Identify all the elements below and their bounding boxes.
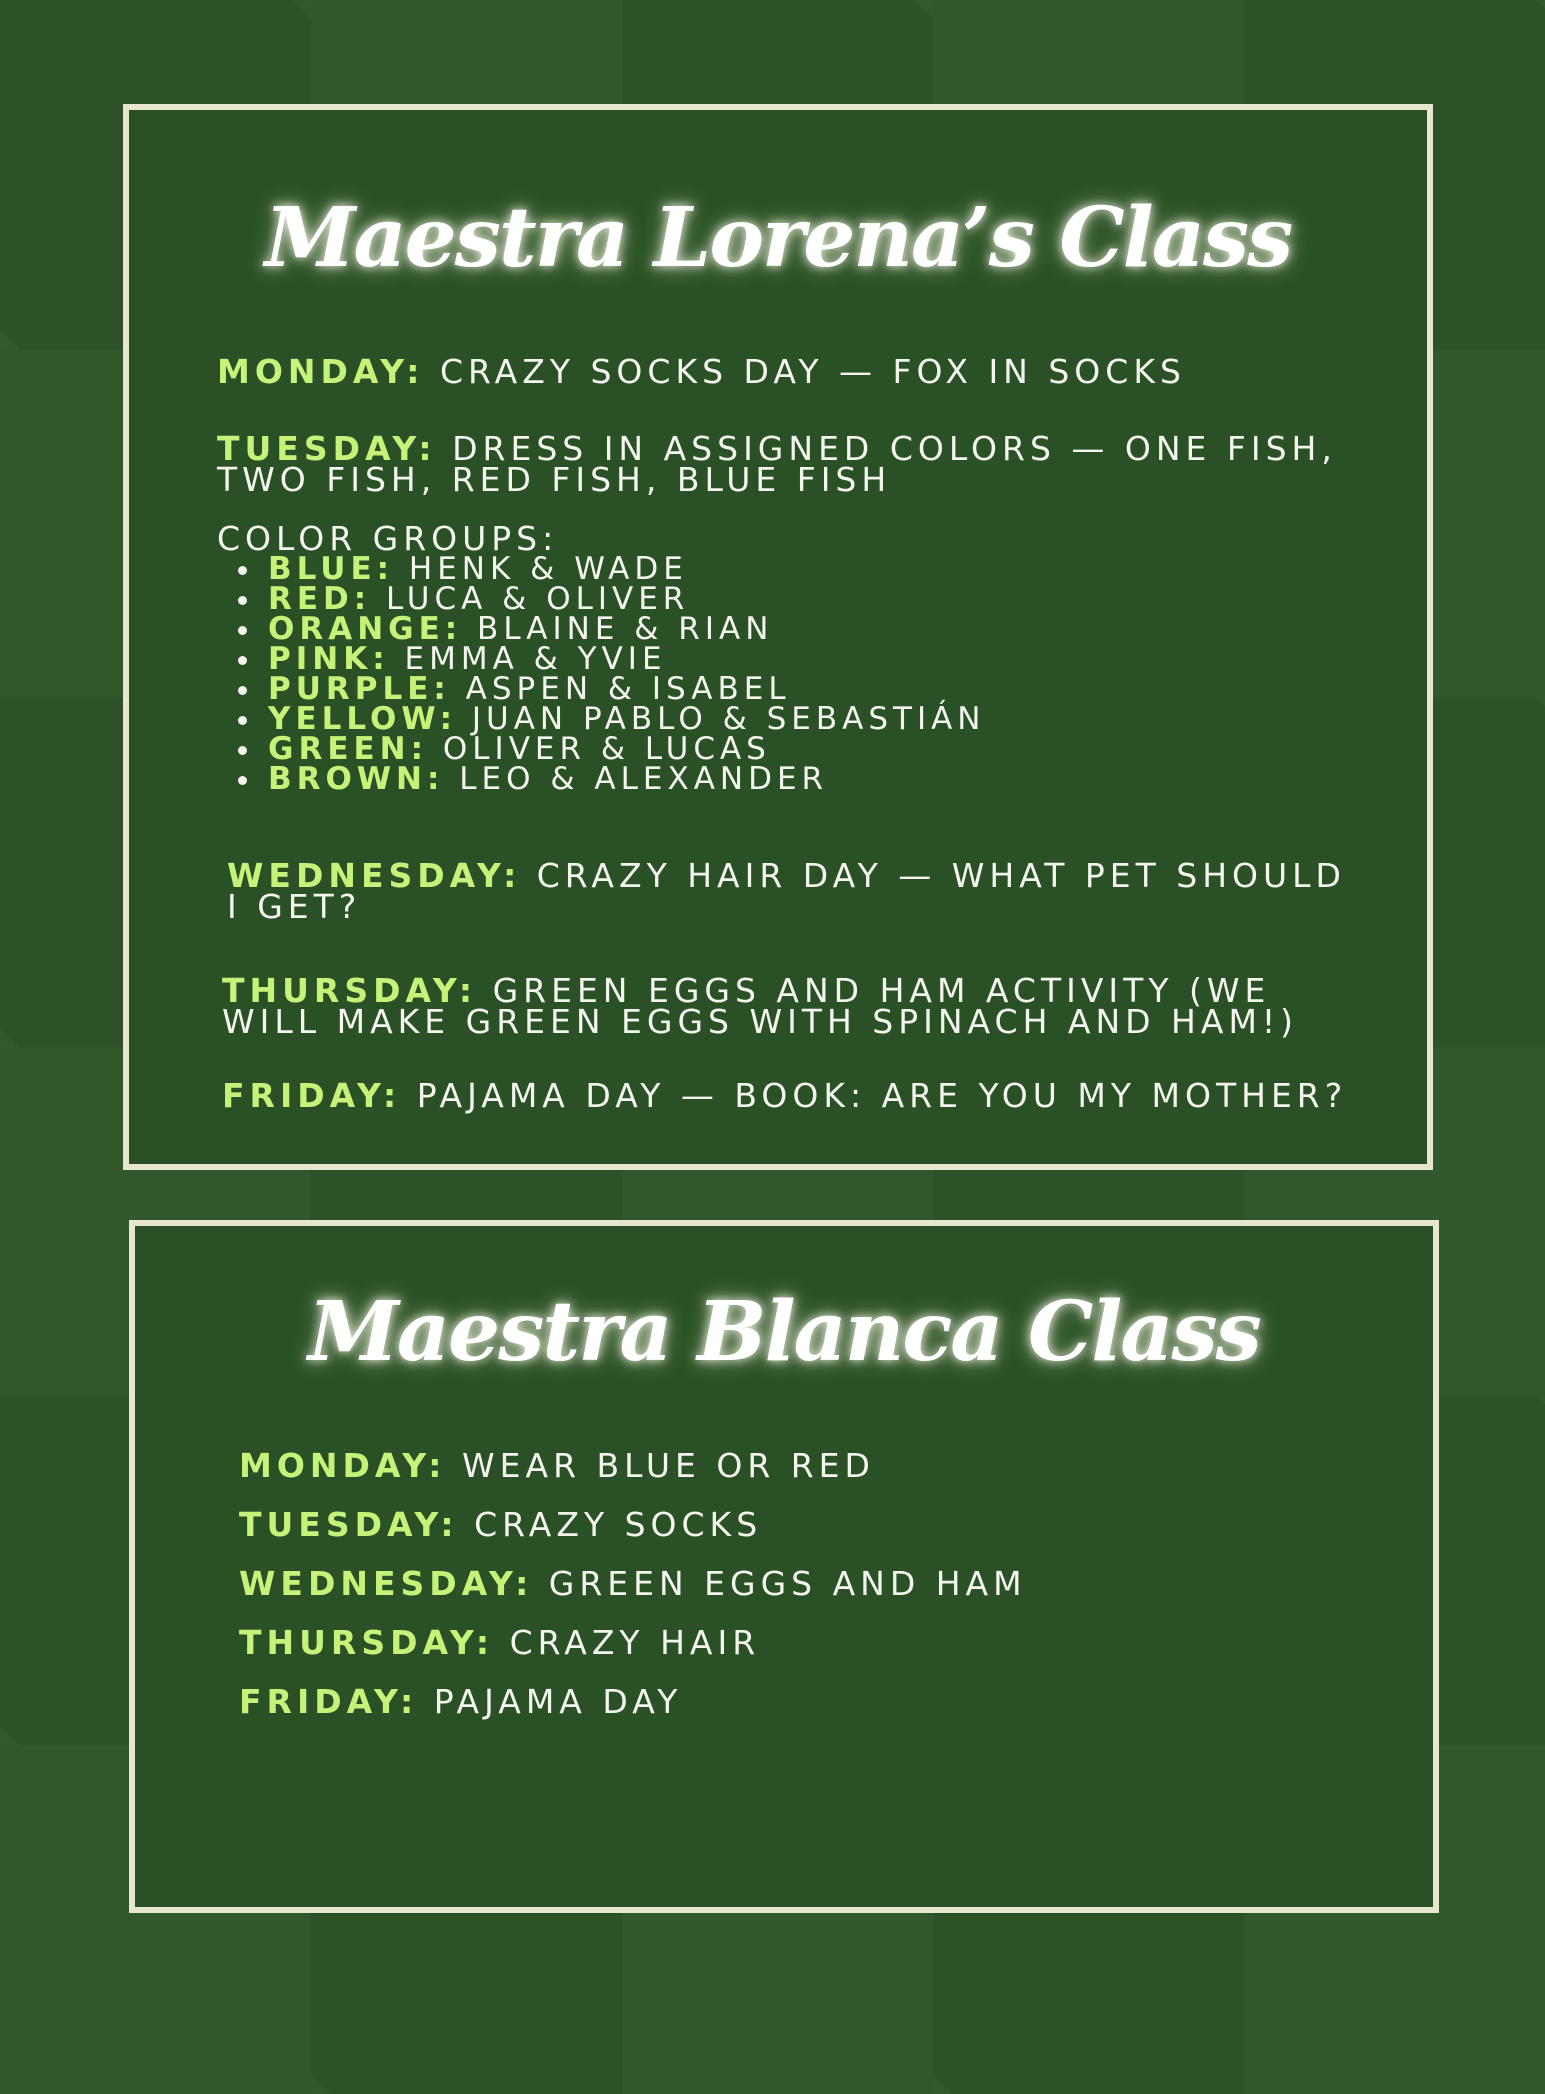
color-groups-heading: COLOR GROUPS: (217, 519, 559, 558)
color-group-names: BLAINE & RIAN (477, 611, 774, 647)
color-group-names: EMMA & YVIE (404, 641, 667, 677)
blanca-day-label: MONDAY: (239, 1446, 447, 1485)
lorena-thursday (222, 971, 1352, 1041)
lorena-monday (217, 352, 1186, 391)
color-group-item (217, 701, 986, 737)
blanca-day-label: TUESDAY: (239, 1505, 459, 1544)
blanca-day-label: THURSDAY: (239, 1623, 495, 1662)
blanca-day-row (239, 1564, 1027, 1603)
blanca-day-text: CRAZY SOCKS (474, 1505, 763, 1544)
bullet-icon (238, 776, 247, 785)
blanca-class-title: Maestra Blanca Class (308, 1284, 1260, 1380)
blanca-class-panel (129, 1220, 1439, 1913)
blanca-day-text: WEAR BLUE OR RED (462, 1446, 875, 1485)
blanca-day-row (239, 1623, 761, 1662)
bullet-icon (238, 656, 247, 665)
color-group-names: ASPEN & ISABEL (465, 671, 791, 707)
bullet-icon (238, 746, 247, 755)
bullet-icon (238, 566, 247, 575)
blanca-day-text: PAJAMA DAY (433, 1682, 683, 1721)
color-group-item (217, 641, 986, 677)
friday-label: FRIDAY: (222, 1076, 402, 1115)
thursday-text: GREEN EGGS AND HAM ACTIVITY (WE WILL MAKE GREEN EGGS WITH SPINACH AND HAM!) (222, 971, 1299, 1041)
bullet-icon (238, 686, 247, 695)
blanca-day-text: CRAZY HAIR (509, 1623, 761, 1662)
monday-text: CRAZY SOCKS DAY — FOX IN SOCKS (440, 352, 1186, 391)
blanca-day-row (239, 1446, 875, 1485)
color-group-names: LEO & ALEXANDER (459, 761, 829, 797)
friday-text: PAJAMA DAY — BOOK: ARE YOU MY MOTHER? (416, 1076, 1348, 1115)
monday-label: MONDAY: (217, 352, 425, 391)
lorena-tuesday (217, 429, 1347, 499)
color-group-names: OLIVER & LUCAS (442, 731, 771, 767)
wednesday-label: WEDNESDAY: (227, 856, 522, 895)
color-group-item (217, 581, 986, 617)
blanca-day-row (239, 1505, 763, 1544)
color-group-label: GREEN: (268, 731, 429, 767)
lorena-class-panel (123, 104, 1433, 1170)
color-group-label: BROWN: (268, 761, 445, 797)
color-groups-list (217, 551, 986, 797)
color-group-names: LUCA & OLIVER (386, 581, 690, 617)
bullet-icon (238, 596, 247, 605)
color-group-item (217, 671, 986, 707)
color-group-item (217, 761, 986, 797)
color-group-label: YELLOW: (268, 701, 458, 737)
blanca-day-row (239, 1682, 683, 1721)
color-group-label: PINK: (268, 641, 390, 677)
color-group-item (217, 731, 986, 767)
lorena-friday (222, 1076, 1348, 1115)
color-group-label: PURPLE: (268, 671, 451, 707)
color-group-item (217, 611, 986, 647)
color-group-label: BLUE: (268, 551, 395, 587)
bullet-icon (238, 626, 247, 635)
color-group-label: RED: (268, 581, 372, 617)
wednesday-text: CRAZY HAIR DAY — WHAT PET SHOULD I GET? (227, 856, 1346, 926)
lorena-wednesday (227, 856, 1347, 926)
color-group-label: ORANGE: (268, 611, 463, 647)
color-group-names: HENK & WADE (408, 551, 688, 587)
lorena-class-title: Maestra Lorena’s Class (264, 190, 1292, 286)
color-group-item (217, 551, 986, 587)
blanca-day-text: GREEN EGGS AND HAM (548, 1564, 1027, 1603)
blanca-day-label: WEDNESDAY: (239, 1564, 534, 1603)
color-group-names: JUAN PABLO & SEBASTIÁN (471, 701, 986, 737)
blanca-day-label: FRIDAY: (239, 1682, 419, 1721)
tuesday-label: TUESDAY: (217, 429, 437, 468)
bullet-icon (238, 716, 247, 725)
tuesday-text: DRESS IN ASSIGNED COLORS — ONE FISH, TWO FISH, RED FISH, BLUE FISH (217, 429, 1337, 499)
thursday-label: THURSDAY: (222, 971, 478, 1010)
